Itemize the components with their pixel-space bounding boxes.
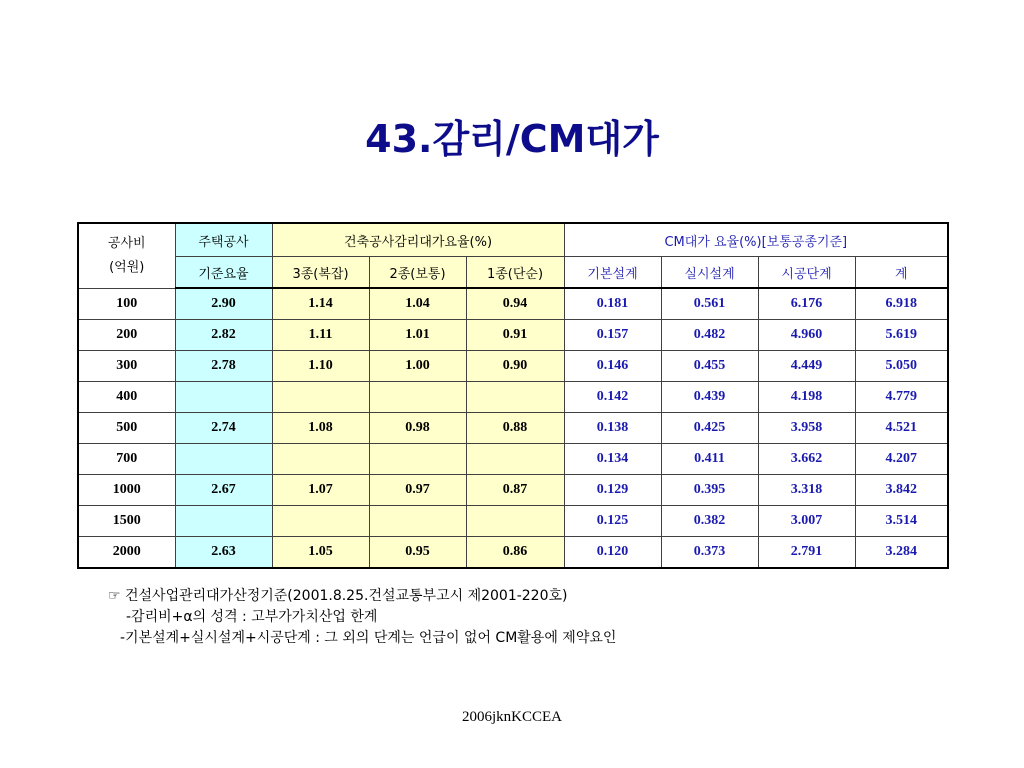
cell-cost: 2000 xyxy=(78,537,175,569)
cell-type1 xyxy=(466,506,564,537)
cell-construction: 4.449 xyxy=(758,351,855,382)
cell-type2: 0.97 xyxy=(369,475,466,506)
header-basic-design: 기본설계 xyxy=(564,257,661,289)
cell-detail-design: 0.395 xyxy=(661,475,758,506)
cell-detail-design: 0.382 xyxy=(661,506,758,537)
cell-type1: 0.90 xyxy=(466,351,564,382)
cell-type2: 1.04 xyxy=(369,288,466,320)
header-row-2 xyxy=(78,257,948,289)
cell-construction: 6.176 xyxy=(758,288,855,320)
cell-type2 xyxy=(369,444,466,475)
header-housing: 주택공사 xyxy=(175,223,272,257)
cell-construction: 4.198 xyxy=(758,382,855,413)
cell-construction: 4.960 xyxy=(758,320,855,351)
table-row xyxy=(78,351,948,382)
cell-type2: 1.01 xyxy=(369,320,466,351)
cell-type3: 1.08 xyxy=(272,413,369,444)
header-cost-line1: 공사비 xyxy=(107,235,146,251)
table-row xyxy=(78,382,948,413)
cell-total: 3.842 xyxy=(855,475,948,506)
cell-type3: 1.05 xyxy=(272,537,369,569)
cell-type3: 1.07 xyxy=(272,475,369,506)
cell-total: 4.521 xyxy=(855,413,948,444)
cell-cost: 700 xyxy=(78,444,175,475)
cell-type1 xyxy=(466,444,564,475)
cell-type3: 1.10 xyxy=(272,351,369,382)
cell-construction: 3.958 xyxy=(758,413,855,444)
cell-cost: 300 xyxy=(78,351,175,382)
cell-basic-design: 0.157 xyxy=(564,320,661,351)
header-total: 계 xyxy=(855,257,948,289)
rate-table xyxy=(77,222,949,569)
cell-basic-design: 0.142 xyxy=(564,382,661,413)
cell-cost: 1500 xyxy=(78,506,175,537)
table-row xyxy=(78,288,948,320)
cell-type3 xyxy=(272,382,369,413)
cell-base-rate xyxy=(175,506,272,537)
cell-type1: 0.94 xyxy=(466,288,564,320)
note-stages: -기본설계+실시설계+시공단계 : 그 외의 단계는 언급이 없어 CM활용에 제약요인 xyxy=(120,630,617,646)
cell-base-rate: 2.82 xyxy=(175,320,272,351)
cell-detail-design: 0.455 xyxy=(661,351,758,382)
header-arch-group: 건축공사감리대가요율(%) xyxy=(272,223,564,257)
cell-construction: 3.007 xyxy=(758,506,855,537)
cell-base-rate xyxy=(175,444,272,475)
header-type2: 2종(보통) xyxy=(369,257,466,289)
table-row xyxy=(78,444,948,475)
footer-text: 2006jknKCCEA xyxy=(461,709,562,725)
cell-total: 6.918 xyxy=(855,288,948,320)
cell-type2: 0.98 xyxy=(369,413,466,444)
header-base-rate: 기준요율 xyxy=(175,257,272,289)
cell-total: 3.514 xyxy=(855,506,948,537)
header-cost-line2: (억원) xyxy=(109,259,145,275)
cell-type2 xyxy=(369,506,466,537)
cell-total: 4.779 xyxy=(855,382,948,413)
cell-basic-design: 0.146 xyxy=(564,351,661,382)
cell-base-rate: 2.78 xyxy=(175,351,272,382)
table-body xyxy=(78,288,948,568)
cell-basic-design: 0.181 xyxy=(564,288,661,320)
cell-total: 5.050 xyxy=(855,351,948,382)
rate-table-container xyxy=(77,222,947,570)
cell-basic-design: 0.120 xyxy=(564,537,661,569)
cell-total: 3.284 xyxy=(855,537,948,569)
cell-detail-design: 0.482 xyxy=(661,320,758,351)
cell-detail-design: 0.411 xyxy=(661,444,758,475)
cell-base-rate: 2.63 xyxy=(175,537,272,569)
cell-total: 5.619 xyxy=(855,320,948,351)
table-row xyxy=(78,475,948,506)
cell-type1: 0.87 xyxy=(466,475,564,506)
cell-type3 xyxy=(272,444,369,475)
table-row xyxy=(78,413,948,444)
cell-total: 4.207 xyxy=(855,444,948,475)
table-row xyxy=(78,537,948,569)
cell-cost: 400 xyxy=(78,382,175,413)
cell-basic-design: 0.138 xyxy=(564,413,661,444)
header-cm-group: CM대가 요율(%)[보통공종기준] xyxy=(564,223,948,257)
footnotes xyxy=(108,586,616,649)
cell-construction: 3.662 xyxy=(758,444,855,475)
cell-type2: 1.00 xyxy=(369,351,466,382)
cell-type2: 0.95 xyxy=(369,537,466,569)
cell-basic-design: 0.125 xyxy=(564,506,661,537)
cell-detail-design: 0.561 xyxy=(661,288,758,320)
cell-base-rate xyxy=(175,382,272,413)
cell-base-rate: 2.90 xyxy=(175,288,272,320)
cell-type1: 0.86 xyxy=(466,537,564,569)
cell-type1: 0.91 xyxy=(466,320,564,351)
cell-detail-design: 0.373 xyxy=(661,537,758,569)
table-row xyxy=(78,506,948,537)
header-cost xyxy=(78,223,175,288)
header-detail-design: 실시설계 xyxy=(661,257,758,289)
cell-cost: 1000 xyxy=(78,475,175,506)
table-row xyxy=(78,320,948,351)
cell-type3: 1.14 xyxy=(272,288,369,320)
cell-base-rate: 2.67 xyxy=(175,475,272,506)
cell-cost: 500 xyxy=(78,413,175,444)
cell-cost: 100 xyxy=(78,288,175,320)
cell-base-rate: 2.74 xyxy=(175,413,272,444)
cell-basic-design: 0.129 xyxy=(564,475,661,506)
cell-cost: 200 xyxy=(78,320,175,351)
cell-basic-design: 0.134 xyxy=(564,444,661,475)
header-construction: 시공단계 xyxy=(758,257,855,289)
page-title: 43.감리/CM대가 xyxy=(365,117,659,161)
header-type3: 3종(복잡) xyxy=(272,257,369,289)
header-type1: 1종(단순) xyxy=(466,257,564,289)
cell-type2 xyxy=(369,382,466,413)
note-source: ☞ 건설사업관리대가산정기준(2001.8.25.건설교통부고시 제2001-220호) xyxy=(108,588,568,604)
cell-detail-design: 0.439 xyxy=(661,382,758,413)
cell-type1: 0.88 xyxy=(466,413,564,444)
cell-construction: 3.318 xyxy=(758,475,855,506)
cell-type1 xyxy=(466,382,564,413)
cell-type3: 1.11 xyxy=(272,320,369,351)
cell-detail-design: 0.425 xyxy=(661,413,758,444)
header-row-1 xyxy=(78,223,948,257)
cell-type3 xyxy=(272,506,369,537)
cell-construction: 2.791 xyxy=(758,537,855,569)
note-character: -감리비+α의 성격 : 고부가가치산업 한계 xyxy=(126,609,378,625)
